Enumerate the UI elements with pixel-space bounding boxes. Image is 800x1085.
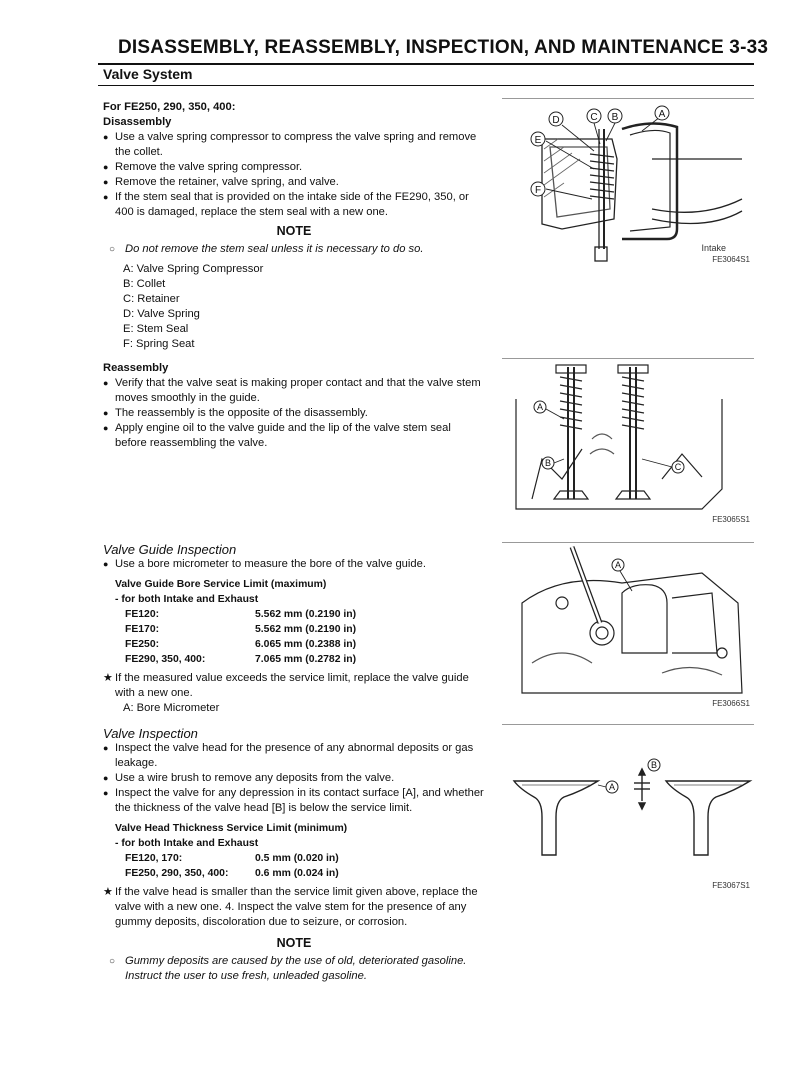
list-item: ● Inspect the valve head for the presence of any abnormal deposits or gas leakage.: [103, 741, 485, 771]
list-item: ● Use a bore micrometer to measure the bore of the valve guide.: [103, 557, 485, 572]
disassembly-heading: Disassembly: [103, 116, 172, 128]
list-item: ● Remove the valve spring compressor.: [103, 160, 485, 175]
figure-valve-compressor: [502, 98, 754, 271]
note-title: NOTE: [276, 224, 312, 238]
valve-head-illustration: [502, 725, 754, 893]
spec-model: FE170:: [125, 624, 160, 635]
spec-model: FE120:: [125, 609, 160, 620]
figure-code: FE3064S1: [712, 255, 750, 264]
cross-section-illustration: [502, 359, 754, 527]
list-item: ● The reassembly is the opposite of the disassembly.: [103, 406, 485, 421]
spec-model: FE250:: [125, 639, 160, 650]
spec-model: FE250, 290, 350, 400:: [125, 868, 229, 879]
spec-value: 0.6 mm (0.024 in): [255, 868, 339, 879]
spec-value: 0.5 mm (0.020 in): [255, 853, 339, 864]
list-item: ● Use a valve spring compressor to compress the valve spring and remove the collet.: [103, 130, 485, 160]
legend-item: A: Valve Spring Compressor: [123, 263, 264, 275]
figure-label: B: [611, 112, 619, 123]
section-title: Valve System: [103, 66, 193, 82]
reassembly-section: [103, 361, 485, 451]
service-note: ★ If the measured value exceeds the service limit, replace the valve guide with a new one.: [103, 671, 485, 701]
spec-subtitle: - for both Intake and Exhaust: [115, 594, 259, 605]
spec-title: Valve Guide Bore Service Limit (maximum): [115, 579, 327, 590]
legend-item: E: Stem Seal: [123, 323, 189, 335]
legend-item: B: Collet: [123, 278, 166, 290]
models-heading: For FE250, 290, 350, 400:: [103, 101, 236, 113]
figure-label: A: [608, 782, 616, 792]
table-row: [103, 652, 485, 667]
list-item: ● Remove the retainer, valve spring, and valve.: [103, 175, 485, 190]
spec-value: 6.065 mm (0.2388 in): [255, 639, 357, 650]
reassembly-heading: Reassembly: [103, 362, 169, 374]
spec-value: 7.065 mm (0.2782 in): [255, 654, 357, 665]
list-item: ● Verify that the valve seat is making proper contact and that the valve stem moves smoothly in the guide.: [103, 376, 485, 406]
note-title: NOTE: [276, 936, 312, 950]
legend-item: F: Spring Seat: [123, 338, 195, 350]
figure-code: FE3067S1: [712, 881, 750, 890]
list-item: ● Inspect the valve for any depression in its contact surface [A], and whether the thickness of the valve head [B] is below the service limit.: [103, 786, 485, 816]
figure-caption: Intake: [701, 243, 726, 253]
spec-model: FE120, 170:: [125, 853, 183, 864]
guide-inspection-heading: Valve Guide Inspection: [103, 542, 237, 557]
disassembly-section: [103, 100, 485, 352]
table-row: [103, 637, 485, 652]
list-item: ● If the stem seal that is provided on the intake side of the FE290, 350, or 400 is damaged, replace the stem seal with a new one.: [103, 190, 485, 220]
valve-inspection-heading: Valve Inspection: [103, 726, 198, 741]
list-item: ● Apply engine oil to the valve guide and the lip of the valve stem seal before reassembling the valve.: [103, 421, 485, 451]
spec-subtitle: - for both Intake and Exhaust: [115, 838, 259, 849]
service-note: ★ If the valve head is smaller than the service limit given above, replace the valve with a new one. 4. Inspect the valve stem for the presence of any gummy deposits, discoloration due to seizure, or corrosion.: [103, 885, 485, 930]
table-row: [103, 607, 485, 622]
figure-code: FE3065S1: [712, 515, 750, 524]
spec-value: 5.562 mm (0.2190 in): [255, 609, 357, 620]
figure-label: C: [674, 462, 682, 472]
spec-value: 5.562 mm (0.2190 in): [255, 624, 357, 635]
figure-label: A: [536, 402, 544, 412]
head-spec-table: [103, 821, 485, 881]
figure-valve-head: [502, 724, 754, 893]
section-rule: [98, 85, 754, 86]
legend-item: D: Valve Spring: [123, 308, 200, 320]
table-row: [103, 622, 485, 637]
guide-inspection-section: [103, 542, 485, 716]
spec-model: FE290, 350, 400:: [125, 654, 206, 665]
note-text: ○ Gummy deposits are caused by the use of old, deteriorated gasoline. Instruct the user to use fresh, unleaded gasoline.: [103, 954, 485, 984]
valve-inspection-section: [103, 726, 485, 984]
figure-label: B: [544, 458, 552, 468]
figure-label: A: [658, 109, 666, 120]
list-item: ● Use a wire brush to remove any deposits from the valve.: [103, 771, 485, 786]
figure-label: C: [590, 112, 598, 123]
spec-title: Valve Head Thickness Service Limit (minimum): [115, 823, 348, 834]
table-row: [103, 866, 485, 881]
table-row: [103, 851, 485, 866]
figure-bore-micrometer: [502, 542, 754, 711]
figure-label: A: [614, 560, 622, 570]
figure-label: B: [650, 760, 658, 770]
figure-valve-cross-section: [502, 358, 754, 527]
note-text: ○ Do not remove the stem seal unless it is necessary to do so.: [103, 242, 485, 257]
figure-label: F: [534, 185, 542, 196]
legend-item: C: Retainer: [123, 293, 180, 305]
micrometer-illustration: [502, 543, 754, 711]
figure-code: FE3066S1: [712, 699, 750, 708]
figure-label: E: [534, 135, 542, 146]
page-header-title: DISASSEMBLY, REASSEMBLY, INSPECTION, AND MAINTENANCE 3-33: [118, 37, 769, 58]
guide-spec-table: [103, 577, 485, 667]
legend-item: A: Bore Micrometer: [123, 702, 220, 714]
figure-label: D: [552, 115, 560, 126]
header-rule: [98, 63, 754, 65]
